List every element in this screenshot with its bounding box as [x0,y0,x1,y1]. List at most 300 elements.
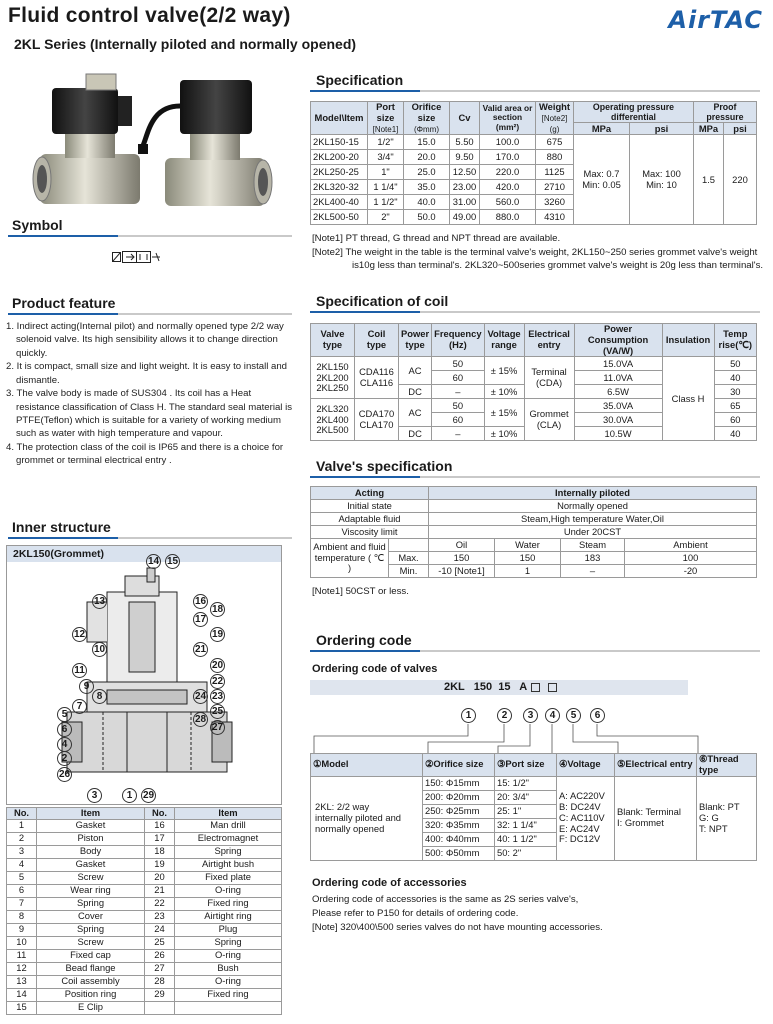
table-row [7,832,282,845]
callout-27: 27 [211,722,224,733]
acc-line-1: Ordering code of accessories is the same as 2S series valve's, [312,894,579,905]
order-code-bar: 2KL 150 15 A [310,680,688,695]
spec-h-weight: Weight [Note2](g) [536,102,574,135]
table-cell: Wear ring [37,884,145,897]
coil-valves-2: 2KL320 2KL400 2KL500 [311,399,355,441]
table-cell: 1 1/4" [368,180,404,195]
ordering-valves-title: Ordering code of valves [312,663,438,675]
vs-min: Min. [389,565,429,578]
table-cell: 12.50 [450,165,480,180]
page-subtitle: 2KL Series (Internally piloted and normally opened) [14,36,357,52]
table-cell: 29 [145,988,175,1001]
vs-acting: Acting [311,487,429,500]
coil-v: ± 10% [484,385,524,399]
vs-col: Oil [429,539,495,552]
table-cell: Screw [37,936,145,949]
table-cell: 2KL150-15 [311,135,368,150]
table-cell: 28 [145,975,175,988]
coil-ac: AC [399,357,432,385]
ord-h: ⑥Thread type [697,754,757,777]
coil-power: 30.0VA [574,413,662,427]
table-cell: Piston [37,832,145,845]
callout-17: 17 [194,614,207,625]
valve-spec-rule [310,476,760,478]
coil-v: ± 15% [484,357,524,385]
table-cell: 11 [7,949,37,962]
product-image [30,66,280,211]
table-cell: O-ring [175,949,282,962]
col-header: No. [145,808,175,820]
opd-mpa: Max: 0.7 Min: 0.05 [574,135,630,225]
vs-min-v: – [561,565,625,578]
vs-max-v: 150 [429,552,495,565]
table-cell: 20 [145,871,175,884]
ord-port: 40: 1 1/2" [495,832,557,846]
inner-label: 2KL150(Grommet) [7,546,281,562]
table-cell: 2 [7,832,37,845]
coil-v: ± 15% [484,399,524,427]
table-cell: 2KL250-25 [311,165,368,180]
callout-8: 8 [92,689,107,704]
ord-voltage: A: AC220V B: DC24V C: AC110V E: AC24V F: DC12V [557,776,615,860]
table-row [7,819,282,832]
callout-20: 20 [211,660,224,671]
table-cell: 2KL200-20 [311,150,368,165]
table-cell: 3 [7,845,37,858]
callout-23: 23 [211,691,224,702]
order-connector-lines [310,724,760,754]
table-row [7,988,282,1001]
spec-note1: [Note1] PT thread, G thread and NPT thread are available. [312,233,561,244]
table-cell: 15.0 [404,135,450,150]
section-spec: Specification [316,72,404,88]
ord-port: 50: 2" [495,846,557,860]
coil-power: 10.5W [574,427,662,441]
table-cell: Fixed ring [175,897,282,910]
table-cell: 2" [368,210,404,225]
table-cell: Fixed plate [175,871,282,884]
proof-psi: 220 [724,135,757,225]
table-row [311,135,757,150]
col-header: No. [7,808,37,820]
vs-max: Max. [389,552,429,565]
table-cell: 13 [7,975,37,988]
col-header: Item [37,808,145,820]
ord-port: 20: 3/4" [495,790,557,804]
coil-temp: 50 [714,357,756,371]
table-cell: 880.0 [480,210,536,225]
feature-item: 1. Indirect acting(Internal pilot) and normally opened type 2/2 way solenoid valve. Its high sensibility allows it to change direction quickly. [6,321,284,359]
table-cell: 21 [145,884,175,897]
ord-h: ②Orifice size [423,754,495,777]
vs-col: Water [495,539,561,552]
table-cell: 4 [7,858,37,871]
table-cell: 1125 [536,165,574,180]
table-row [7,975,282,988]
coil-temp: 65 [714,399,756,413]
table-cell: Position ring [37,988,145,1001]
opd-psi: Max: 100 Min: 10 [630,135,694,225]
callout-15: 15 [166,556,179,567]
table-cell: 4310 [536,210,574,225]
table-cell: 1/2" [368,135,404,150]
section-inner: Inner structure [12,519,111,535]
coil-h: Temp rise(℃) [714,324,756,357]
vs-max-v: 183 [561,552,625,565]
coil-temp: 30 [714,385,756,399]
acc-line-3: [Note] 320\400\500 series valves do not have mounting accessories. [312,922,603,933]
callout-29: 29 [142,790,155,801]
section-feature: Product feature [12,295,116,311]
feature-item: 2. It is compact, small size and light weight. It is easy to install and dismantle. [6,361,288,386]
table-cell: Spring [175,845,282,858]
table-cell: 1" [368,165,404,180]
table-cell: Spring [37,897,145,910]
callout-24: 24 [194,691,207,702]
table-cell: 2KL320-32 [311,180,368,195]
callout-9: 9 [79,679,94,694]
section-symbol: Symbol [12,217,63,233]
coil-insulation: Class H [662,357,714,441]
placeholder-box [531,683,540,692]
section-valve-spec: Valve's specification [316,458,453,474]
table-cell: 23.00 [450,180,480,195]
table-cell: 7 [7,897,37,910]
valve-spec-table [310,486,757,578]
spec-h-opd: Operating pressure differential [574,102,694,123]
callout-16: 16 [194,596,207,607]
table-cell: 14 [7,988,37,1001]
ord-h: ①Model [311,754,423,777]
spec-h-orifice: Orifice size (Φmm) [404,102,450,135]
ordering-table [310,753,757,861]
coil-h: Power Consumption (VA/W) [574,324,662,357]
unit-psi: psi [630,123,694,135]
table-cell: 2710 [536,180,574,195]
coil-table [310,323,757,441]
ord-port: 25: 1" [495,804,557,818]
coil-valves-1: 2KL150 2KL200 2KL250 [311,357,355,399]
callout-28: 28 [194,714,207,725]
acc-line-2: Please refer to P150 for details of ordering code. [312,908,519,919]
valve-symbol-icon [112,250,168,264]
ord-h: ③Port size [495,754,557,777]
vs-fluid: Adaptable fluid [311,513,429,526]
ordering-rule [310,650,760,652]
ord-model: 2KL: 2/2 way internally piloted and normally opened [311,776,423,860]
table-cell [175,1001,282,1014]
table-cell: O-ring [175,975,282,988]
spec-h-cv: Cv [450,102,480,135]
table-row [7,858,282,871]
coil-h: Power type [399,324,432,357]
table-cell: Airtight bush [175,858,282,871]
coil-power: 15.0VA [574,357,662,371]
spec-h-model: Model\Item [311,102,368,135]
table-cell: 560.0 [480,195,536,210]
page-title: Fluid control valve(2/2 way) [8,4,291,27]
table-cell: 675 [536,135,574,150]
table-cell: 20.0 [404,150,450,165]
coil-h: Insulation [662,324,714,357]
table-cell: 6 [7,884,37,897]
table-cell: Plug [175,923,282,936]
coil-v: ± 10% [484,427,524,441]
table-cell: 50.0 [404,210,450,225]
parts-table [6,807,282,1015]
table-row [7,1001,282,1014]
section-coil: Specification of coil [316,293,449,309]
table-cell: 24 [145,923,175,936]
spec-h-port: Port size [Note1] [368,102,404,135]
ord-orifice: 150: Φ15mm [423,776,495,790]
vs-min-v: -10 [Note1] [429,565,495,578]
table-cell: 12 [7,962,37,975]
unit-mpa: MPa [574,123,630,135]
table-cell: 2KL400-40 [311,195,368,210]
coil-f: – [432,427,484,441]
vs-amb: Ambient and fluid temperature ( ℃ ) [311,539,389,578]
table-cell: Gasket [37,858,145,871]
coil-h: Frequency (Hz) [432,324,484,357]
callout-1: 1 [122,788,137,803]
table-cell: 25 [145,936,175,949]
inner-structure-frame [6,545,282,805]
table-cell: 25.0 [404,165,450,180]
coil-type-2: CDA170 CLA170 [355,399,399,441]
table-row [7,871,282,884]
table-cell: 420.0 [480,180,536,195]
feature-list [6,320,296,468]
table-cell: 1 [7,819,37,832]
coil-temp: 60 [714,413,756,427]
callout-12: 12 [73,629,86,640]
order-num-3: 3 [523,708,538,723]
table-cell: 22 [145,897,175,910]
coil-power: 11.0VA [574,371,662,385]
ord-orifice: 250: Φ25mm [423,804,495,818]
callout-7: 7 [72,699,87,714]
callout-21: 21 [194,644,207,655]
coil-ac: AC [399,399,432,427]
table-cell: Spring [37,923,145,936]
vs-initial-v: Normally opened [429,500,757,513]
table-cell: Cover [37,910,145,923]
coil-h: Valve type [311,324,355,357]
ord-port: 32: 1 1/4" [495,818,557,832]
table-row [7,949,282,962]
table-cell: Fixed cap [37,949,145,962]
callout-2: 2 [57,751,72,766]
table-cell: Man drill [175,819,282,832]
table-cell: 5.50 [450,135,480,150]
callout-13: 13 [93,596,106,607]
table-cell: Bead flange [37,962,145,975]
coil-entry-2: Grommet (CLA) [524,399,574,441]
vs-initial: Initial state [311,500,429,513]
table-cell: 220.0 [480,165,536,180]
table-cell: E Clip [37,1001,145,1014]
ord-entry: Blank: Terminal I: Grommet [615,776,697,860]
unit-psi: psi [724,123,757,135]
table-cell: 26 [145,949,175,962]
coil-f: – [432,385,484,399]
table-cell: 18 [145,845,175,858]
feature-item: 4. The protection class of the coil is IP65 and there is a choice for grommet or terminal electrical entry . [6,441,284,467]
vs-min-v: -20 [625,565,757,578]
coil-f: 50 [432,357,484,371]
unit-mpa: MPa [694,123,724,135]
table-row [7,884,282,897]
ord-orifice: 400: Φ40mm [423,832,495,846]
coil-h: Voltage range [484,324,524,357]
table-cell: Gasket [37,819,145,832]
order-num-6: 6 [590,708,605,723]
ordering-acc-title: Ordering code of accessories [312,877,467,889]
vs-acting-v: Internally piloted [429,487,757,500]
table-cell: Coil assembly [37,975,145,988]
parts-header-row [7,808,282,820]
callout-22: 22 [211,676,224,687]
callout-5: 5 [57,707,72,722]
table-cell: 8 [7,910,37,923]
table-row [7,936,282,949]
vs-min-v: 1 [495,565,561,578]
table-cell: Bush [175,962,282,975]
coil-h: Electrical entry [524,324,574,357]
table-cell: 170.0 [480,150,536,165]
table-cell [145,1001,175,1014]
placeholder-box [548,683,557,692]
table-cell: 16 [145,819,175,832]
callout-3: 3 [87,788,102,803]
callout-4: 4 [57,737,72,752]
callout-25: 25 [211,706,224,717]
table-row [7,845,282,858]
vs-visc: Viscosity limit [311,526,429,539]
vs-max-v: 100 [625,552,757,565]
table-row [7,962,282,975]
table-cell: Body [37,845,145,858]
callout-26: 26 [58,769,71,780]
order-num-1: 1 [461,708,476,723]
order-num-4: 4 [545,708,560,723]
spec-table [310,101,757,225]
table-cell: Airtight ring [175,910,282,923]
coil-rule [310,311,760,313]
table-cell: 3/4" [368,150,404,165]
vs-visc-v: Under 20CST [429,526,757,539]
inner-rule [8,537,292,539]
table-cell: Fixed ring [175,988,282,1001]
feature-rule [8,313,292,315]
table-cell: 10 [7,936,37,949]
table-cell: 23 [145,910,175,923]
proof-mpa: 1.5 [694,135,724,225]
coil-dc: DC [399,427,432,441]
table-row [7,897,282,910]
table-cell: Spring [175,936,282,949]
table-cell: Screw [37,871,145,884]
section-ordering: Ordering code [316,632,412,648]
coil-power: 6.5W [574,385,662,399]
ord-orifice: 500: Φ50mm [423,846,495,860]
coil-h: Coil type [355,324,399,357]
table-cell: 19 [145,858,175,871]
table-row [7,910,282,923]
valve-note: [Note1] 50CST or less. [312,586,409,597]
callout-6: 6 [57,722,72,737]
ord-port: 15: 1/2" [495,776,557,790]
table-cell: 40.0 [404,195,450,210]
cross-section-drawing [7,562,281,804]
table-cell: 3260 [536,195,574,210]
ord-thread: Blank: PT G: G T: NPT [697,776,757,860]
table-cell: 9 [7,923,37,936]
table-cell: 880 [536,150,574,165]
ord-h: ④Voltage [557,754,615,777]
symbol-rule [8,235,292,237]
table-cell: O-ring [175,884,282,897]
table-cell: 100.0 [480,135,536,150]
coil-f: 60 [432,413,484,427]
vs-blank [389,539,429,552]
brand-logo: AirTAC [668,6,763,34]
spec-note2: [Note2] The weight in the table is the terminal valve's weight, 2KL150~250 series grommet valve's weight is10g less than terminal's. 2KL320~500series grommet valve's weight is 20g less than terminal's. [312,247,764,271]
coil-entry-1: Terminal (CDA) [524,357,574,399]
spec-h-area: Valid area or section (mm²) [480,102,536,135]
table-row [7,923,282,936]
vs-fluid-v: Steam,High temperature Water,Oil [429,513,757,526]
coil-f: 50 [432,399,484,413]
table-cell: 1 1/2" [368,195,404,210]
spec-rule [310,90,760,92]
order-num-2: 2 [497,708,512,723]
vs-col: Steam [561,539,625,552]
col-header: Item [175,808,282,820]
feature-item: 3. The valve body is made of SUS304 . Its coil has a Heat resistance classification of Class H. The standard seal material is PTFE(Teflon) which is suitable for a variety of working medium such as water with high temperature and vapour. [6,388,293,440]
table-cell: 35.0 [404,180,450,195]
coil-type-1: CDA116 CLA116 [355,357,399,399]
ord-orifice: 320: Φ35mm [423,818,495,832]
coil-temp: 40 [714,371,756,385]
coil-temp: 40 [714,427,756,441]
table-cell: 31.00 [450,195,480,210]
table-cell: 27 [145,962,175,975]
coil-power: 35.0VA [574,399,662,413]
table-cell: Electromagnet [175,832,282,845]
callout-11: 11 [72,663,87,678]
order-num-5: 5 [566,708,581,723]
table-cell: 49.00 [450,210,480,225]
coil-dc: DC [399,385,432,399]
table-cell: 9.50 [450,150,480,165]
ord-orifice: 200: Φ20mm [423,790,495,804]
vs-max-v: 150 [495,552,561,565]
callout-18: 18 [211,604,224,615]
vs-col: Ambient [625,539,757,552]
callout-10: 10 [93,644,106,655]
coil-f: 60 [432,371,484,385]
table-cell: 15 [7,1001,37,1014]
callout-14: 14 [147,556,160,567]
table-cell: 2KL500-50 [311,210,368,225]
callout-19: 19 [211,629,224,640]
table-cell: 17 [145,832,175,845]
ord-h: ⑤Electrical entry [615,754,697,777]
spec-h-proof: Proof pressure [694,102,757,123]
table-cell: 5 [7,871,37,884]
